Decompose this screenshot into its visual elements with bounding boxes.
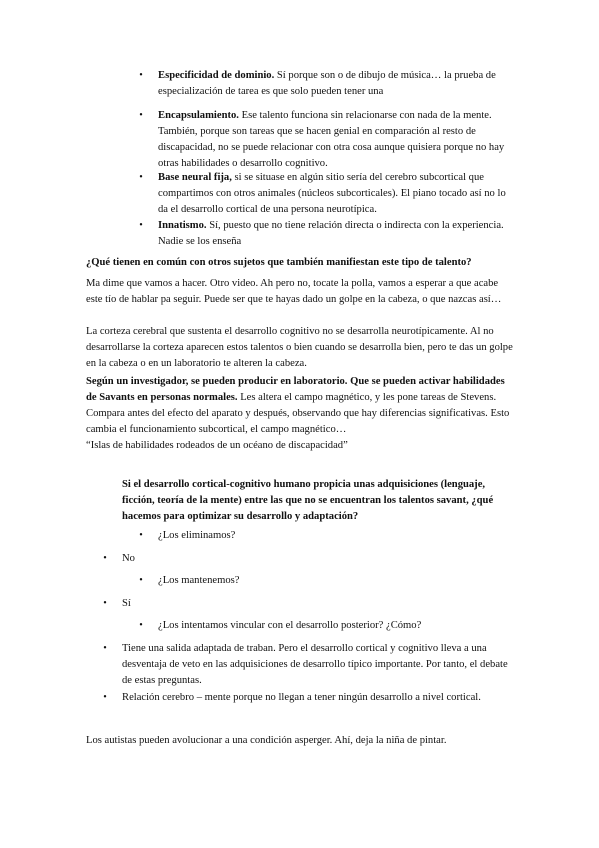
bullet-marker: • bbox=[103, 598, 107, 609]
list-item-text: Ese talento funciona sin relacionarse con nada de la mente. También, porque son tareas que se hacen genial en comparación al resto de discapacidad, no se puede relacionar con otra cosa aunque quisiera porque no hay otras habilidades o desarrollo cognitivo. bbox=[158, 110, 505, 169]
bullet-marker: • bbox=[139, 220, 143, 231]
list-item-encapsulamiento bbox=[158, 108, 518, 172]
list-item: ¿Los mantenemos? bbox=[158, 575, 240, 586]
list-item-text: Sí porque son o de dibujo de música… la prueba de especialización de tarea es que solo pueden tener una bbox=[158, 70, 496, 97]
list-item: Relación cerebro – mente porque no llegan a tener ningún desarrollo a nivel cortical. bbox=[122, 692, 481, 703]
closing-paragraph: Los autistas pueden avolucionar a una condición asperger. Ahí, deja la niña de pintar. bbox=[86, 735, 447, 746]
bullet-marker: • bbox=[139, 110, 143, 121]
bullet-marker: • bbox=[103, 692, 107, 703]
list-item-text: Sí, puesto que no tiene relación directa o indirecta con la experiencia. Nadie se los enseña bbox=[158, 220, 504, 247]
bullet-marker: • bbox=[139, 575, 143, 586]
question-heading: Si el desarrollo cortical-cognitivo humano propicia unas adquisiciones (lenguaje, ficción, teoría de la mente) entre las que no se encuentran los talentos savant, ¿qué hacemos para optimizar su desarrollo y adaptación? bbox=[122, 479, 494, 522]
bullet-marker: • bbox=[103, 643, 107, 654]
list-item-text: si se situase en algún sitio sería del cerebro subcortical que compartimos con otros animales (núcleos subcorticales). El piano tocado así no lo da el desarrollo cortical de una persona neurotípica. bbox=[158, 172, 506, 215]
list-item-heading: Especificidad de dominio. bbox=[158, 70, 275, 81]
list-item-heading: Encapsulamiento. bbox=[158, 110, 239, 121]
list-item-base-neural bbox=[158, 170, 518, 218]
quote: “Islas de habilidades rodeados de un océano de discapacidad” bbox=[86, 440, 348, 451]
paragraph-text: Les altera el campo magnético, y les pone tareas de Stevens. Compara antes del efecto del aparato y después, observando que hay diferencias significativas. Esto cambia el funcionamiento subcortical, el campo magnético… bbox=[86, 392, 510, 435]
bullet-marker: • bbox=[139, 530, 143, 541]
list-item-heading: Base neural fija, bbox=[158, 172, 232, 183]
paragraph-bold-lead: Según un investigador, se pueden producir en laboratorio. Que se pueden activar habilidades de Savants en personas normales. bbox=[86, 376, 505, 403]
list-item-innatismo bbox=[158, 218, 518, 250]
bullet-marker: • bbox=[139, 70, 143, 81]
list-item: Tiene una salida adaptada de traban. Pero el desarrollo cortical y cognitivo lleva a una desventaja de veto en las adquisiciones de desarrollo típico importante. Por tanto, el debate de estas preguntas. bbox=[122, 643, 508, 686]
paragraph bbox=[86, 374, 516, 438]
question-heading: ¿Qué tienen en común con otros sujetos que también manifiestan este tipo de talento? bbox=[86, 257, 472, 268]
list-item: No bbox=[122, 553, 135, 564]
list-item-especificidad bbox=[158, 68, 518, 100]
list-item: ¿Los eliminamos? bbox=[158, 530, 236, 541]
list-item-heading: Innatismo. bbox=[158, 220, 207, 231]
list-item: ¿Los intentamos vincular con el desarrollo posterior? ¿Cómo? bbox=[158, 620, 422, 631]
bullet-marker: • bbox=[139, 620, 143, 631]
paragraph: Ma dime que vamos a hacer. Otro video. Ah pero no, tocate la polla, vamos a esperar a que acabe este tío de hablar pa seguir. Puede ser que te hayas dado un golpe en la cabeza, o que nazcas así… bbox=[86, 278, 502, 305]
bullet-marker: • bbox=[103, 553, 107, 564]
list-item: Sí bbox=[122, 598, 131, 609]
bullet-marker: • bbox=[139, 172, 143, 183]
paragraph: La corteza cerebral que sustenta el desarrollo cognitivo no se desarrolla neurotípicamente. Al no desarrollarse la corteza aparecen estos talentos o bien cuando se desarrolla bien, pero te das un golpe en la cabeza o en un laboratorio te alteren la cabeza. bbox=[86, 326, 513, 369]
